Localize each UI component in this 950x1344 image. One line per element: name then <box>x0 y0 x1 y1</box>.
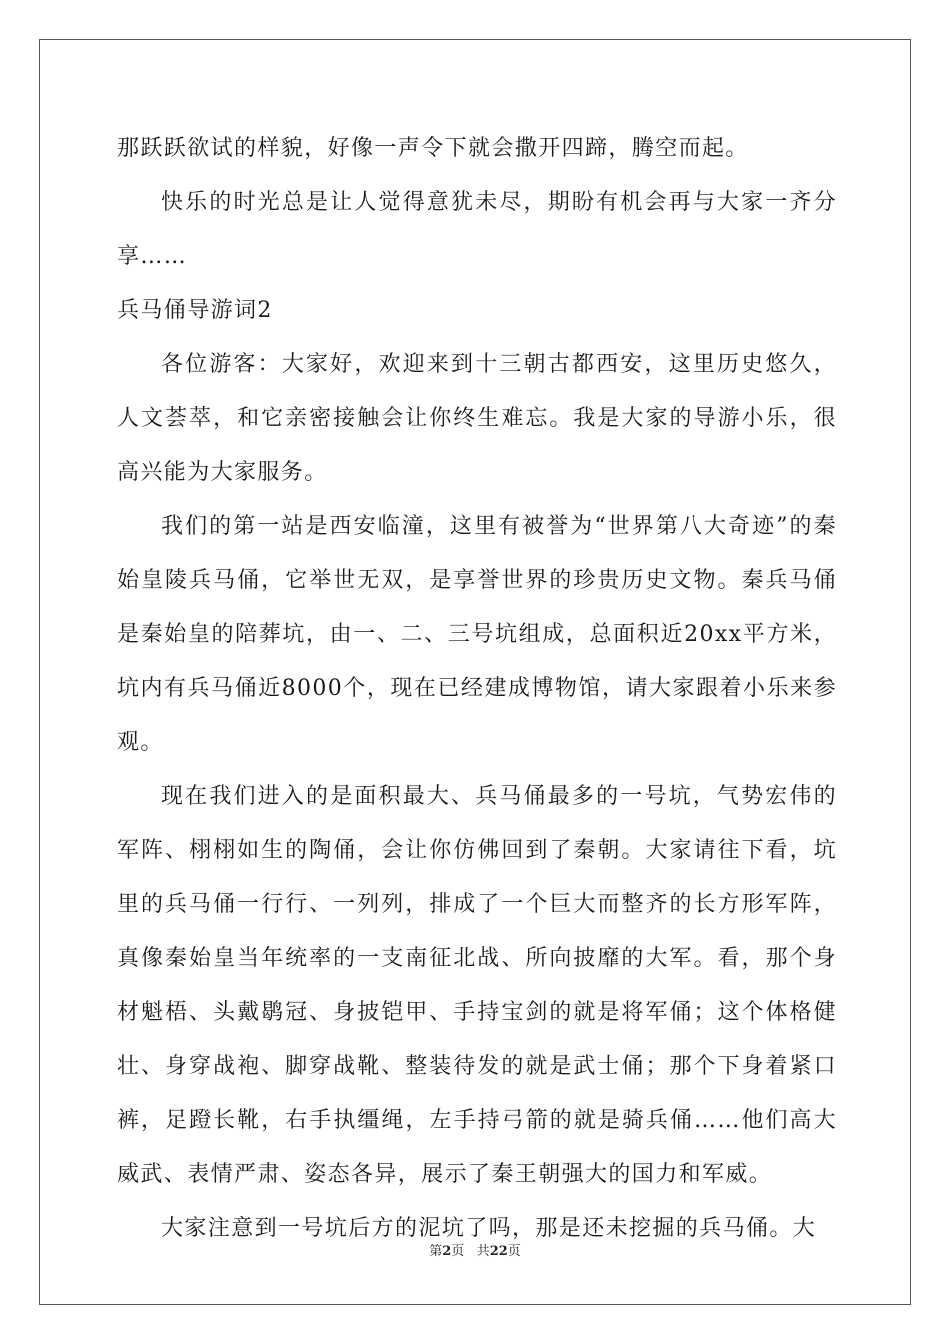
document-body <box>117 122 837 1256</box>
footer-total-suffix: 页 <box>507 1244 521 1259</box>
paragraph-mud-pit: 大家注意到一号坑后方的泥坑了吗，那是还未挖掘的兵马俑。大 <box>161 1216 817 1241</box>
page-footer <box>0 1240 950 1259</box>
current-page-number: 2 <box>442 1244 452 1259</box>
paragraph-greeting: 各位游客：大家好，欢迎来到十三朝古都西安，这里历史悠久，人文荟萃，和它亲密接触会让你终生难忘。我是大家的导游小乐，很高兴能为大家服务。 <box>117 352 837 485</box>
footer-total-prefix: 共 <box>476 1244 490 1259</box>
paragraph-first-stop: 我们的第一站是西安临潼，这里有被誉为“世界第八大奇迹”的秦始皇陵兵马俑，它举世无双，是享誉世界的珍贵历史文物。秦兵马俑是秦始皇的陪葬坑，由一、二、三号坑组成，总面积近20xx平方米，坑内有兵马俑近8000个，现在已经建成博物馆，请大家跟着小乐来参观。 <box>117 514 837 755</box>
paragraph-pit-one: 现在我们进入的是面积最大、兵马俑最多的一号坑，气势宏伟的军阵、栩栩如生的陶俑，会让你仿佛回到了秦朝。大家请往下看，坑里的兵马俑一行行、一列列，排成了一个巨大而整齐的长方形军阵，真像秦始皇当年统率的一支南征北战、所向披靡的大军。看，那个身材魁梧、头戴鹖冠、身披铠甲、手持宝剑的就是将军俑；这个体格健壮、身穿战袍、脚穿战靴、整装待发的就是武士俑；那个下身着紧口裤，足蹬长靴，右手执缰绳，左手持弓箭的就是骑兵俑……他们高大威武、表情严肃、姿态各异，展示了秦王朝强大的国力和军威。 <box>117 784 837 1187</box>
paragraph-closing: 快乐的时光总是让人觉得意犹未尽，期盼有机会再与大家一齐分享…… <box>117 190 837 269</box>
total-page-count: 22 <box>489 1244 508 1259</box>
section-heading: 兵马俑导游词2 <box>117 298 273 323</box>
paragraph-continuation: 那跃跃欲试的样貌，好像一声令下就会撒开四蹄，腾空而起。 <box>117 136 749 161</box>
footer-page-suffix: 页 <box>451 1244 465 1259</box>
footer-prefix: 第 <box>429 1244 443 1259</box>
